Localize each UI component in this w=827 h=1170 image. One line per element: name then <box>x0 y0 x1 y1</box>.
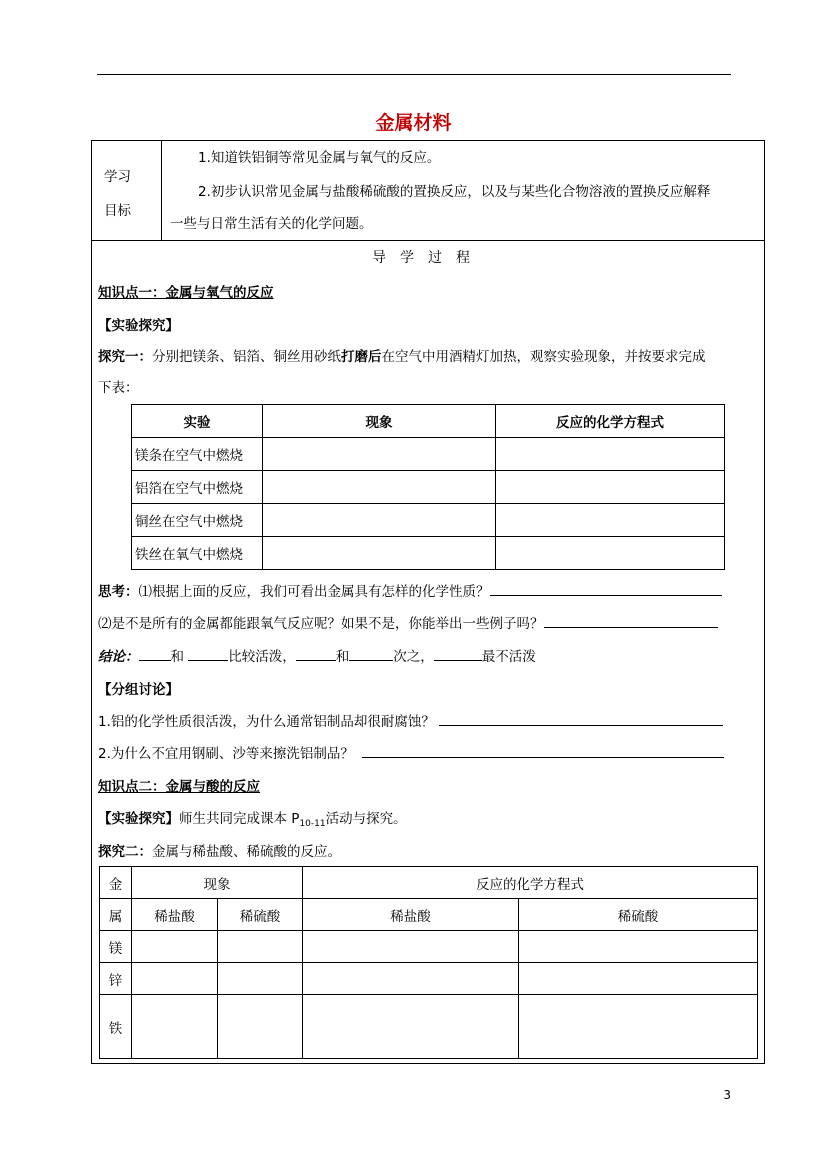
kp1-exp-heading: 【实验探究】 <box>98 318 179 334</box>
kp2-cell[interactable] <box>132 931 218 963</box>
kp2-cell[interactable] <box>303 963 519 995</box>
kp1-cell-equation[interactable] <box>496 438 725 471</box>
kp1-row-label: 铜丝在空气中燃烧 <box>132 504 263 537</box>
page-number: 3 <box>723 1088 731 1102</box>
kp1-table-header-experiment: 实验 <box>132 405 263 438</box>
kp1-explore-text-b: 在空气中用酒精灯加热，观察实验现象，并按要求完成 <box>381 349 706 365</box>
kp2-exp-heading: 【实验探究】 <box>98 811 179 827</box>
table-row <box>132 504 725 537</box>
objective-item-1: 1.知道铁铝铜等常见金属与氧气的反应。 <box>198 150 441 166</box>
kp2-exp-line <box>98 807 407 829</box>
answer-blank[interactable] <box>188 646 228 661</box>
kp1-table-header-equation: 反应的化学方程式 <box>496 405 725 438</box>
kp1-explore-line2: 下表： <box>98 380 139 396</box>
kp1-think-q2: ⑵是不是所有的金属都能跟氧气反应呢？如果不是，你能举出一些例子吗？ <box>98 616 544 632</box>
answer-blank[interactable] <box>349 646 393 661</box>
kp1-discuss-q1-line <box>98 710 723 730</box>
objectives-column-divider <box>161 140 162 240</box>
kp1-think-q1-line <box>98 580 722 600</box>
kp2-col-phenomenon: 现象 <box>132 867 303 899</box>
kp1-conclusion-and1: 和 <box>170 649 184 665</box>
kp2-explore-label: 探究二： <box>98 844 152 860</box>
kp1-discuss-q1: 1.铝的化学性质很活泼，为什么通常铝制品却很耐腐蚀？ <box>98 714 435 730</box>
kp1-discuss-q2-line <box>98 742 724 762</box>
page-title: 金属材料 <box>375 112 452 134</box>
kp1-discuss-heading: 【分组讨论】 <box>98 682 179 698</box>
objective-item-2: 2.初步认识常见金属与盐酸稀硫酸的置换反应，以及与某些化合物溶液的置换反应解释 <box>198 184 711 200</box>
kp1-conclusion-and2: 和 <box>335 649 350 665</box>
kp1-cell-equation[interactable] <box>496 504 725 537</box>
answer-blank[interactable] <box>296 646 336 661</box>
kp2-sub-eq-hcl: 稀盐酸 <box>303 899 519 931</box>
kp2-explore-text: 金属与稀盐酸、稀硫酸的反应。 <box>152 844 341 860</box>
kp1-row-label: 镁条在空气中燃烧 <box>132 438 263 471</box>
kp1-conclusion-line <box>98 645 536 665</box>
kp1-table <box>131 404 725 570</box>
kp1-row-label: 铝箔在空气中燃烧 <box>132 471 263 504</box>
kp1-cell-phenomenon[interactable] <box>263 471 496 504</box>
answer-blank[interactable] <box>139 646 171 661</box>
kp2-cell[interactable] <box>303 995 519 1059</box>
kp1-conclusion-next: 次之， <box>393 649 434 665</box>
table-row <box>132 438 725 471</box>
kp1-cell-phenomenon[interactable] <box>263 438 496 471</box>
kp1-think-q1: ⑴根据上面的反应，我们可看出金属具有怎样的化学性质？ <box>138 584 490 600</box>
kp2-col-metal-1: 金 <box>100 867 132 899</box>
kp1-cell-equation[interactable] <box>496 537 725 570</box>
kp2-metal-label: 镁 <box>100 931 132 963</box>
kp1-cell-phenomenon[interactable] <box>263 537 496 570</box>
answer-blank[interactable] <box>362 743 724 758</box>
table-row <box>100 995 758 1059</box>
kp1-explore-text-bold: 打磨后 <box>341 349 382 365</box>
kp2-cell[interactable] <box>303 931 519 963</box>
kp1-conclusion-least: 最不活泼 <box>481 649 536 665</box>
kp1-row-label: 铁丝在氧气中燃烧 <box>132 537 263 570</box>
answer-blank[interactable] <box>439 711 723 726</box>
kp1-explore-label: 探究一： <box>98 349 152 365</box>
kp2-cell[interactable] <box>132 963 218 995</box>
kp2-sub-h2so4: 稀硫酸 <box>218 899 303 931</box>
kp1-discuss-q2: 2.为什么不宜用钢刷、沙等来擦洗铝制品？ <box>98 746 354 762</box>
kp2-sub-hcl: 稀盐酸 <box>132 899 218 931</box>
kp1-cell-phenomenon[interactable] <box>263 504 496 537</box>
kp1-explore-text-a: 分别把镁条、铝箔、铜丝用砂纸 <box>152 349 341 365</box>
objectives-label-line2: 目标 <box>104 203 131 219</box>
kp2-table <box>99 866 758 1059</box>
kp2-cell[interactable] <box>519 963 758 995</box>
guide-title: 导学过程 <box>372 250 484 266</box>
table-row <box>132 471 725 504</box>
kp1-cell-equation[interactable] <box>496 471 725 504</box>
answer-blank[interactable] <box>544 613 718 628</box>
kp1-explore-line1 <box>98 345 706 365</box>
table-row <box>100 931 758 963</box>
objective-item-2-cont: 一些与日常生活有关的化学问题。 <box>170 216 373 232</box>
objectives-divider <box>91 240 765 241</box>
answer-blank[interactable] <box>490 581 722 596</box>
table-row <box>100 963 758 995</box>
table-row <box>132 537 725 570</box>
kp2-col-metal-2: 属 <box>100 899 132 931</box>
header-rule <box>97 74 731 75</box>
kp1-table-header-phenomenon: 现象 <box>263 405 496 438</box>
kp1-heading: 知识点一：金属与氧气的反应 <box>98 285 274 301</box>
answer-blank[interactable] <box>434 646 482 661</box>
kp2-cell[interactable] <box>218 995 303 1059</box>
kp2-cell[interactable] <box>218 931 303 963</box>
kp2-cell[interactable] <box>218 963 303 995</box>
objectives-label-line1: 学习 <box>104 169 131 185</box>
kp2-exp-text-sub: 10-11 <box>299 819 326 829</box>
kp2-cell[interactable] <box>519 995 758 1059</box>
kp1-think-q2-line <box>98 612 718 632</box>
kp1-conclusion-label: 结论： <box>98 649 139 665</box>
kp2-metal-label: 锌 <box>100 963 132 995</box>
kp2-sub-eq-h2so4: 稀硫酸 <box>519 899 758 931</box>
kp2-heading: 知识点二：金属与酸的反应 <box>98 779 260 795</box>
kp2-metal-label: 铁 <box>100 995 132 1059</box>
kp2-cell[interactable] <box>519 931 758 963</box>
kp2-cell[interactable] <box>132 995 218 1059</box>
kp2-exp-text-a: 师生共同完成课本 P <box>179 811 300 827</box>
kp1-think-label: 思考： <box>98 584 139 600</box>
kp2-exp-text-b: 活动与探究。 <box>325 811 407 827</box>
kp2-col-equation: 反应的化学方程式 <box>303 867 758 899</box>
kp2-explore-line <box>98 840 341 860</box>
kp1-conclusion-more: 比较活泼， <box>228 649 296 665</box>
